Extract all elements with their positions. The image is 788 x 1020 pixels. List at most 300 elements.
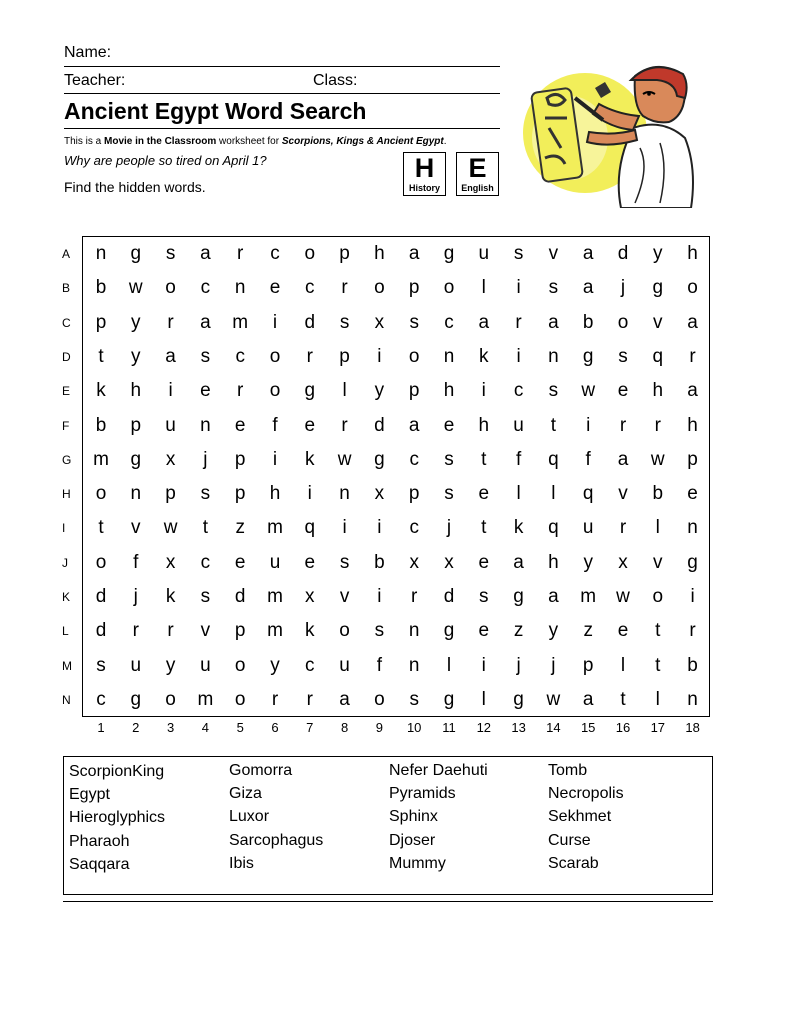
grid-cell[interactable]: j — [516, 654, 521, 676]
grid-cell[interactable]: p — [234, 483, 246, 505]
grid-cell[interactable]: v — [618, 483, 628, 505]
grid-cell[interactable]: t — [655, 654, 661, 676]
word-list-item: Sphinx — [389, 808, 438, 826]
word-list-item: Saqqara — [69, 855, 130, 873]
row-label: N — [62, 692, 71, 707]
grid-cell[interactable]: i — [481, 654, 486, 676]
grid-cell[interactable]: x — [305, 586, 315, 607]
grid-cell[interactable]: h — [269, 483, 281, 505]
grid-cell[interactable]: r — [515, 311, 522, 333]
grid-cell[interactable]: n — [687, 517, 698, 539]
grid-cell[interactable]: c — [200, 277, 211, 299]
grid-cell[interactable]: x — [409, 551, 419, 573]
grid-cell[interactable]: h — [687, 414, 698, 436]
grid-cell[interactable]: r — [341, 414, 348, 436]
grid-cell[interactable]: s — [200, 483, 211, 505]
grid-cell[interactable]: q — [304, 517, 316, 539]
grid-cell[interactable]: e — [234, 414, 246, 436]
grid-cell[interactable]: h — [130, 380, 142, 402]
grid-cell[interactable]: y — [131, 345, 141, 367]
grid-cell[interactable]: c — [200, 551, 211, 573]
grid-cell[interactable]: l — [655, 517, 660, 539]
grid-cell[interactable]: c — [444, 311, 454, 333]
column-number: 17 — [650, 720, 666, 735]
column-number: 16 — [615, 720, 631, 735]
row-label: E — [62, 384, 71, 399]
grid-cell[interactable]: v — [339, 586, 350, 607]
word-list-item: Gomorra — [229, 762, 293, 779]
row-label: G — [62, 452, 72, 467]
column-number: 18 — [685, 720, 700, 735]
grid-cell[interactable]: h — [687, 243, 698, 264]
grid-cell[interactable]: h — [548, 551, 559, 573]
grid-cell[interactable]: c — [235, 345, 245, 367]
grid-cell[interactable]: n — [408, 654, 420, 676]
grid-cell[interactable]: o — [652, 586, 664, 607]
grid-cell[interactable]: n — [95, 243, 107, 264]
grid-cell[interactable]: m — [580, 586, 597, 607]
grid-cell[interactable]: l — [446, 654, 452, 676]
grid-cell[interactable]: v — [200, 620, 211, 642]
grid-cell[interactable]: f — [515, 448, 522, 470]
grid-cell[interactable]: u — [130, 654, 142, 676]
grid-cell[interactable]: i — [377, 345, 382, 367]
grid-cell[interactable]: q — [582, 483, 594, 505]
column-number: 9 — [375, 720, 383, 735]
word-list-item: Tomb — [548, 762, 588, 779]
grid-cell[interactable]: p — [234, 448, 246, 470]
row-label: I — [62, 521, 66, 536]
grid-cell[interactable]: d — [617, 243, 629, 264]
grid-cell[interactable]: c — [409, 448, 419, 470]
grid-cell[interactable]: r — [619, 517, 627, 539]
grid-cell[interactable]: o — [339, 620, 350, 642]
grid-cell[interactable]: w — [616, 586, 630, 607]
grid-cell[interactable]: f — [585, 448, 591, 470]
grid-cell[interactable]: s — [409, 688, 419, 710]
grid-cell[interactable]: o — [95, 483, 107, 505]
word-list-item: Giza — [229, 785, 262, 803]
grid-cell[interactable]: r — [654, 414, 661, 436]
grid-cell[interactable]: e — [478, 551, 490, 573]
grid-cell[interactable]: o — [234, 654, 246, 676]
grid-cell[interactable]: p — [165, 483, 176, 505]
row-label: B — [62, 281, 71, 296]
grid-cell[interactable]: e — [200, 380, 211, 402]
grid-cell[interactable]: o — [269, 345, 281, 367]
grid-cell[interactable]: j — [203, 448, 208, 470]
grid-cell[interactable]: n — [200, 414, 211, 436]
word-list-item: Sekhmet — [548, 808, 612, 826]
grid-cell[interactable]: p — [130, 414, 142, 436]
grid-cell[interactable]: u — [582, 517, 594, 539]
grid-cell[interactable]: z — [513, 620, 524, 642]
grid-cell[interactable]: h — [478, 414, 490, 436]
grid-cell[interactable]: w — [650, 448, 665, 470]
grid-cell[interactable]: r — [689, 620, 696, 642]
grid-cell[interactable]: x — [374, 483, 385, 505]
grid-cell[interactable]: o — [269, 380, 281, 402]
grid-cell[interactable]: a — [200, 243, 211, 264]
grid-cell[interactable]: h — [652, 380, 664, 402]
word-list-item: Pyramids — [389, 785, 456, 803]
grid-cell[interactable]: a — [582, 688, 594, 710]
grid-cell[interactable]: x — [444, 551, 454, 573]
grid-cell[interactable]: a — [339, 688, 350, 710]
grid-cell[interactable]: a — [617, 448, 629, 470]
grid-cell[interactable]: p — [687, 448, 698, 470]
grid-cell[interactable]: s — [548, 380, 559, 402]
grid-cell[interactable]: c — [305, 654, 315, 676]
grid-cell[interactable]: c — [513, 380, 524, 402]
grid-cell[interactable]: d — [374, 414, 385, 436]
grid-cell[interactable]: o — [408, 345, 420, 367]
grid-cell[interactable]: d — [443, 586, 455, 607]
grid-cell[interactable]: b — [95, 414, 107, 436]
grid-cell[interactable]: f — [272, 414, 278, 436]
grid-cell[interactable]: k — [305, 620, 315, 642]
grid-cell[interactable]: o — [304, 243, 316, 264]
grid-cell[interactable]: y — [583, 551, 593, 573]
grid-cell[interactable]: b — [582, 311, 594, 333]
page-title: Ancient Egypt Word Search — [64, 98, 367, 124]
grid-cell[interactable]: v — [131, 517, 141, 539]
grid-cell[interactable]: e — [687, 483, 698, 505]
grid-cell[interactable]: i — [690, 586, 695, 607]
grid-cell[interactable]: l — [655, 688, 660, 710]
column-number: 4 — [201, 720, 209, 735]
grid-cell[interactable]: l — [551, 483, 556, 505]
grid-cell[interactable]: o — [95, 551, 107, 573]
teacher-line — [64, 93, 500, 94]
grid-cell[interactable]: m — [197, 688, 214, 710]
worksheet-note: This is a Movie in the Classroom worksheet for Scorpions, Kings & Ancient Egypt. — [64, 136, 447, 147]
grid-cell[interactable]: g — [304, 380, 316, 402]
grid-cell[interactable]: u — [165, 414, 176, 436]
column-number: 1 — [97, 720, 105, 735]
grid-cell[interactable]: x — [165, 551, 176, 573]
grid-cell[interactable]: g — [130, 448, 142, 470]
grid-cell[interactable]: l — [481, 688, 486, 710]
grid-cell[interactable]: i — [481, 380, 486, 402]
grid-cell[interactable]: a — [548, 311, 559, 333]
grid-cell[interactable]: r — [411, 586, 418, 607]
grid-cell[interactable]: d — [95, 586, 107, 607]
grid-cell[interactable]: a — [687, 380, 698, 402]
grid-cell[interactable]: s — [444, 483, 454, 505]
grid-cell[interactable]: a — [478, 311, 490, 333]
grid-cell[interactable]: d — [304, 311, 316, 333]
grid-cell[interactable]: z — [583, 620, 593, 642]
grid-cell[interactable]: x — [374, 311, 385, 333]
grid-cell[interactable]: j — [133, 586, 138, 607]
grid-cell[interactable]: s — [339, 311, 350, 333]
grid-cell[interactable]: g — [443, 620, 455, 642]
grid-cell[interactable]: g — [513, 688, 524, 710]
grid-cell[interactable]: k — [513, 517, 524, 539]
grid-cell[interactable]: q — [652, 345, 664, 367]
grid-cell[interactable]: a — [687, 311, 698, 333]
grid-cell[interactable]: m — [93, 448, 109, 470]
grid-cell[interactable]: w — [337, 448, 352, 470]
grid-cell[interactable]: r — [306, 688, 313, 710]
grid-cell[interactable]: r — [237, 243, 244, 264]
grid-cell[interactable]: z — [235, 517, 245, 539]
grid-cell[interactable]: e — [617, 620, 629, 642]
grid-cell[interactable]: a — [200, 311, 211, 333]
grid-cell[interactable]: e — [304, 414, 316, 436]
word-list-item: Sarcophagus — [229, 831, 324, 849]
grid-cell[interactable]: g — [582, 345, 594, 367]
column-number: 13 — [511, 720, 526, 735]
grid-cell[interactable]: p — [408, 483, 420, 505]
grid-cell[interactable]: g — [443, 243, 455, 264]
grid-cell[interactable]: i — [516, 345, 521, 367]
word-list-item: Hieroglyphics — [69, 809, 166, 827]
grid-cell[interactable]: g — [130, 243, 142, 264]
grid-cell[interactable]: a — [548, 586, 559, 607]
name-label: Name: — [64, 44, 112, 61]
name-line — [64, 66, 500, 67]
word-list-item: Nefer Daehuti — [389, 762, 488, 779]
grid-cell[interactable]: c — [305, 277, 315, 299]
egyptian-scribe-clipart — [515, 58, 705, 208]
grid-cell[interactable]: r — [132, 620, 139, 642]
grid-cell[interactable]: p — [408, 380, 420, 402]
grid-cell[interactable]: t — [202, 517, 209, 539]
grid-cell[interactable]: p — [234, 620, 246, 642]
grid-cell[interactable]: h — [374, 243, 385, 264]
grid-cell[interactable]: g — [687, 551, 698, 573]
grid-cell[interactable]: g — [374, 448, 385, 470]
grid-cell[interactable]: r — [689, 345, 696, 367]
grid-cell[interactable]: j — [446, 517, 452, 539]
grid-cell[interactable]: k — [165, 586, 176, 607]
grid-cell[interactable]: l — [342, 380, 347, 402]
grid-cell[interactable]: a — [582, 277, 594, 299]
grid-cell[interactable]: r — [167, 311, 174, 333]
word-list-item: Curse — [548, 831, 591, 849]
grid-cell[interactable]: i — [168, 380, 173, 402]
grid-cell[interactable]: s — [200, 586, 211, 607]
grid-cell[interactable]: i — [307, 483, 312, 505]
grid-cell[interactable]: o — [374, 688, 385, 710]
grid-cell[interactable]: m — [232, 311, 249, 333]
grid-cell[interactable]: e — [478, 620, 490, 642]
grid-cell[interactable]: b — [374, 551, 385, 573]
grid-cell[interactable]: j — [620, 277, 626, 299]
grid-cell[interactable]: c — [96, 688, 106, 710]
grid-cell[interactable]: i — [272, 311, 278, 333]
grid-cell[interactable]: f — [133, 551, 139, 573]
grid-cell[interactable]: a — [165, 345, 176, 367]
grid-cell[interactable]: y — [131, 311, 141, 333]
column-number: 5 — [236, 720, 244, 735]
grid-cell[interactable]: n — [443, 345, 455, 367]
grid-cell[interactable]: n — [130, 483, 142, 505]
grid-cell[interactable]: u — [339, 654, 350, 676]
grid-cell[interactable]: e — [617, 380, 629, 402]
grid-cell[interactable]: b — [95, 277, 107, 299]
grid-cell[interactable]: t — [550, 414, 557, 436]
grid-cell[interactable]: n — [339, 483, 350, 505]
grid-cell[interactable]: b — [652, 483, 664, 505]
grid-cell[interactable]: w — [581, 380, 596, 402]
grid-cell[interactable]: d — [234, 586, 246, 607]
row-label: D — [62, 349, 71, 364]
grid-cell[interactable]: u — [513, 414, 524, 436]
grid-cell[interactable]: u — [269, 551, 281, 573]
grid-cell[interactable]: p — [339, 345, 350, 367]
grid-cell[interactable]: h — [443, 380, 455, 402]
grid-cell[interactable]: k — [479, 345, 489, 367]
grid-cell[interactable]: i — [272, 448, 278, 470]
grid-cell[interactable]: i — [586, 414, 591, 436]
grid-cell[interactable]: g — [443, 688, 455, 710]
grid-cell[interactable]: k — [305, 448, 315, 470]
word-list-item: Pharaoh — [69, 832, 130, 850]
grid-cell[interactable]: m — [267, 517, 283, 539]
grid-cell[interactable]: l — [516, 483, 521, 505]
grid-cell[interactable]: t — [620, 688, 626, 710]
grid-cell[interactable]: s — [165, 243, 176, 264]
grid-cell[interactable]: e — [234, 551, 246, 573]
grid-cell[interactable]: e — [478, 483, 490, 505]
grid-cell[interactable]: y — [270, 654, 280, 676]
row-label: H — [62, 487, 71, 502]
bottom-rule — [63, 901, 713, 902]
grid-cell[interactable]: p — [95, 311, 107, 333]
grid-cell[interactable]: q — [548, 448, 559, 470]
grid-cell[interactable]: y — [374, 380, 385, 402]
grid-cell[interactable]: g — [513, 586, 524, 607]
grid-cell[interactable]: f — [376, 654, 383, 676]
grid-cell[interactable]: r — [341, 277, 348, 299]
grid-cell[interactable]: i — [342, 517, 347, 539]
grid-cell[interactable]: o — [234, 688, 246, 710]
grid-cell[interactable]: r — [237, 380, 244, 402]
grid-cell[interactable]: r — [167, 620, 174, 642]
grid-cell[interactable]: p — [339, 243, 350, 264]
grid-cell[interactable]: s — [513, 243, 524, 264]
grid-cell[interactable]: a — [513, 551, 524, 573]
grid-cell[interactable]: y — [653, 243, 663, 264]
grid-cell[interactable]: u — [478, 243, 490, 264]
english-badge: E English — [456, 152, 499, 196]
grid-cell[interactable]: o — [165, 688, 176, 710]
grid-cell[interactable]: e — [304, 551, 316, 573]
grid-cell[interactable]: v — [548, 243, 559, 264]
grid-cell[interactable]: g — [652, 277, 664, 299]
grid-cell[interactable]: x — [165, 448, 176, 470]
grid-cell[interactable]: t — [98, 517, 104, 539]
grid-cell[interactable]: m — [267, 586, 283, 607]
grid-cell[interactable]: s — [409, 311, 419, 333]
grid-cell[interactable]: p — [408, 277, 420, 299]
column-number: 6 — [271, 720, 279, 735]
grid-cell[interactable]: c — [409, 517, 419, 539]
column-number: 14 — [546, 720, 561, 735]
grid-cell[interactable]: t — [98, 345, 104, 367]
grid-cell[interactable]: c — [270, 243, 280, 264]
grid-cell[interactable]: t — [481, 448, 487, 470]
grid-cell[interactable]: l — [620, 654, 626, 676]
row-label: F — [62, 418, 70, 433]
grid-cell[interactable]: t — [481, 517, 487, 539]
grid-cell[interactable]: b — [687, 654, 698, 676]
grid-cell[interactable]: s — [618, 345, 628, 367]
grid-cell[interactable]: o — [443, 277, 455, 299]
grid-cell[interactable]: v — [653, 311, 663, 333]
grid-cell[interactable]: w — [128, 277, 143, 299]
grid-cell[interactable]: l — [481, 277, 486, 299]
grid-cell[interactable]: s — [479, 586, 489, 607]
grid-cell[interactable]: s — [96, 654, 106, 676]
grid-cell[interactable]: m — [267, 620, 283, 642]
column-number: 8 — [340, 720, 349, 735]
grid-cell[interactable]: a — [582, 243, 594, 264]
grid-cell[interactable]: s — [374, 620, 385, 642]
column-number: 10 — [406, 720, 422, 735]
grid-cell[interactable]: g — [130, 688, 142, 710]
teacher-label: Teacher: — [64, 72, 126, 89]
grid-cell[interactable]: r — [271, 688, 279, 710]
grid-cell[interactable]: s — [339, 551, 350, 573]
grid-cell[interactable]: e — [443, 414, 455, 436]
grid-cell[interactable]: s — [444, 448, 454, 470]
riddle: Why are people so tired on April 1? — [64, 153, 267, 168]
grid-cell[interactable]: a — [408, 243, 420, 264]
grid-cell[interactable]: w — [546, 688, 561, 710]
grid-cell[interactable]: y — [548, 620, 559, 642]
grid-cell[interactable]: d — [95, 620, 107, 642]
row-label: C — [62, 315, 71, 330]
word-list-item: Scarab — [548, 854, 599, 872]
grid-cell[interactable]: n — [687, 688, 698, 710]
grid-cell[interactable]: n — [408, 620, 420, 642]
grid-cell[interactable]: s — [548, 277, 559, 299]
grid-cell[interactable]: w — [163, 517, 178, 539]
grid-cell[interactable]: i — [516, 277, 521, 299]
grid-cell[interactable]: t — [655, 620, 661, 642]
grid-cell[interactable]: j — [551, 654, 556, 676]
title-rule — [64, 128, 500, 129]
grid-cell[interactable]: u — [200, 654, 211, 676]
grid-cell[interactable]: o — [374, 277, 385, 299]
grid-cell[interactable]: e — [269, 277, 281, 299]
grid-cell[interactable]: k — [96, 380, 106, 402]
grid-cell[interactable]: a — [408, 414, 420, 436]
grid-cell[interactable]: y — [165, 654, 176, 676]
word-list-item: Ibis — [229, 854, 254, 872]
grid-cell[interactable]: i — [377, 586, 382, 607]
grid-cell[interactable]: r — [619, 414, 627, 436]
grid-cell[interactable]: n — [234, 277, 246, 299]
grid-cell[interactable]: p — [582, 654, 594, 676]
grid-cell[interactable]: o — [687, 277, 698, 299]
grid-cell[interactable]: x — [618, 551, 628, 573]
grid-cell[interactable]: r — [306, 345, 313, 367]
grid-cell[interactable]: n — [548, 345, 559, 367]
grid-cell[interactable]: q — [548, 517, 559, 539]
word-list-item: Egypt — [69, 786, 110, 804]
grid-cell[interactable]: o — [165, 277, 176, 299]
grid-cell[interactable]: v — [653, 551, 663, 573]
grid-cell[interactable]: i — [377, 517, 382, 539]
grid-cell[interactable]: o — [617, 311, 629, 333]
column-number: 12 — [476, 720, 492, 735]
grid-cell[interactable]: s — [200, 345, 211, 367]
